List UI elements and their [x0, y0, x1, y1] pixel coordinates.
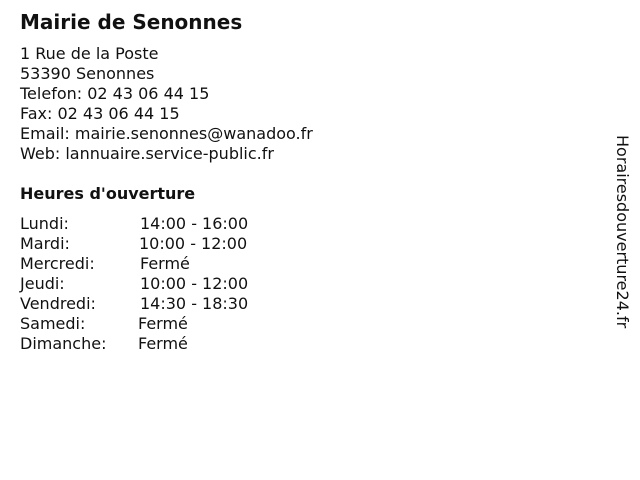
day-label: Dimanche:: [20, 334, 107, 353]
email-address[interactable]: Email: mairie.senonnes@wanadoo.fr: [20, 124, 313, 143]
city-address: 53390 Senonnes: [20, 64, 155, 83]
hours-value: Fermé: [138, 314, 188, 333]
street-address: 1 Rue de la Poste: [20, 44, 159, 63]
hours-value: 14:00 - 16:00: [140, 214, 249, 233]
day-label: Jeudi:: [20, 274, 65, 293]
hours-value: 14:30 - 18:30: [140, 294, 249, 313]
website[interactable]: Web: lannuaire.service-public.fr: [20, 144, 274, 163]
hours-value: 10:00 - 12:00: [139, 234, 248, 253]
page-title: Mairie de Senonnes: [20, 10, 243, 34]
hours-value: Fermé: [140, 254, 190, 273]
day-label: Vendredi:: [20, 294, 96, 313]
day-label: Lundi:: [20, 214, 69, 233]
contact-info: [20, 44, 313, 164]
hours-value: Fermé: [138, 334, 188, 353]
hours-value: 10:00 - 12:00: [140, 274, 249, 293]
phone-number[interactable]: Telefon: 02 43 06 44 15: [20, 84, 210, 103]
fax-number: Fax: 02 43 06 44 15: [20, 104, 180, 123]
day-label: Mardi:: [20, 234, 70, 253]
day-label: Samedi:: [20, 314, 86, 333]
hours-heading: Heures d'ouverture: [20, 184, 196, 203]
source-site-link[interactable]: Horairesdouverture24.fr: [613, 135, 632, 329]
day-label: Mercredi:: [20, 254, 95, 273]
